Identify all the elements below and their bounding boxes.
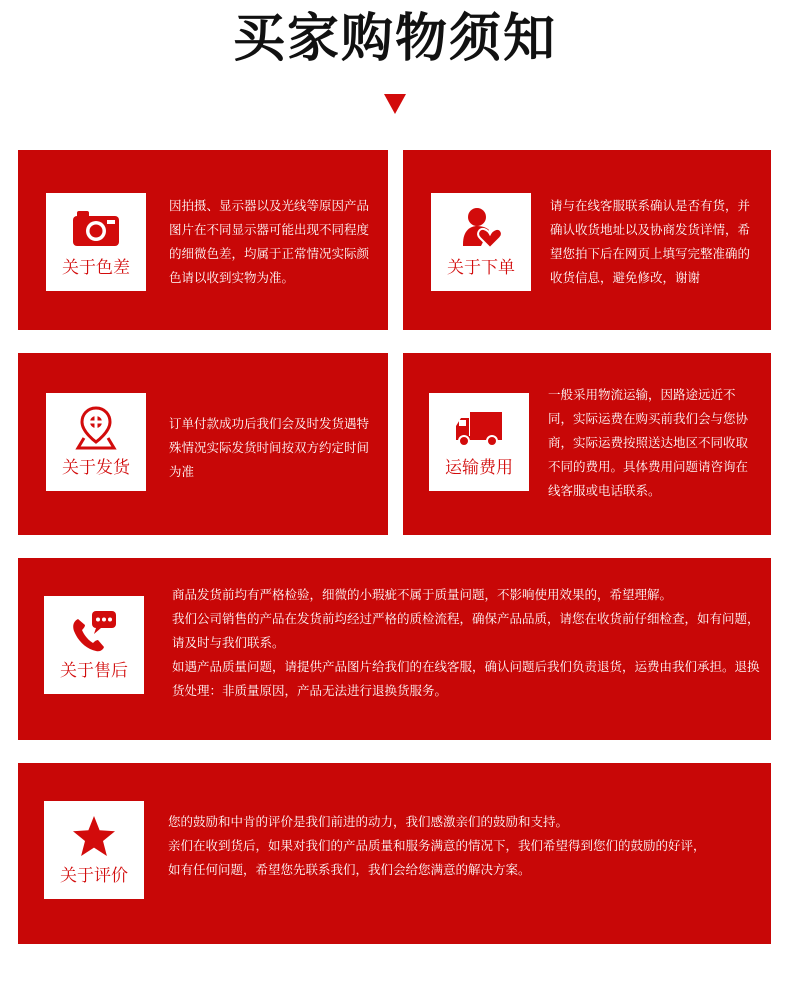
card-label: 关于评价 — [60, 866, 128, 886]
card-label: 关于下单 — [447, 258, 515, 278]
card-shipping — [46, 393, 146, 491]
freight-text: 一般采用物流运输，因路途远近不同，实际运费在购买前我们会与您协商，实际运费按照送达地区不同收取不同的费用。具体费用问题请咨询在线客服或电话联系。 — [548, 387, 749, 498]
page-title: 买家购物须知 — [232, 8, 557, 69]
card-label: 关于售后 — [60, 661, 128, 681]
down-arrow-icon — [384, 94, 406, 114]
panel-order — [403, 150, 771, 330]
review-line: 如有任何问题，希望您先联系我们，我们会给您满意的解决方案。 — [168, 862, 531, 877]
panel-freight — [403, 353, 771, 535]
panel-review — [18, 763, 771, 944]
card-label: 关于色差 — [62, 258, 130, 278]
aftersale-line: 商品发货前均有严格检验，细微的小瑕疵不属于质量问题，不影响使用效果的，希望理解。 — [172, 587, 673, 602]
panel-shipping — [18, 353, 388, 535]
card-review — [44, 801, 144, 899]
card-label: 运输费用 — [445, 458, 513, 478]
user-heart-icon — [455, 205, 507, 251]
card-order — [431, 193, 531, 291]
review-line: 您的鼓励和中肯的评价是我们前进的动力，我们感激亲们的鼓励和支持。 — [168, 814, 569, 829]
star-icon — [68, 813, 120, 859]
card-label: 关于发货 — [62, 458, 130, 478]
card-freight — [429, 393, 529, 491]
phone-chat-icon — [68, 608, 120, 654]
truck-icon — [453, 405, 505, 451]
order-text: 请与在线客服联系确认是否有货，并确认收货地址以及协商发货详情，希望您拍下后在网页上填写完整准确的收货信息，避免修改，谢谢 — [550, 198, 751, 285]
review-text — [168, 810, 758, 882]
card-aftersale — [44, 596, 144, 694]
card-color-difference — [46, 193, 146, 291]
camera-icon — [70, 205, 122, 251]
panel-aftersale — [18, 558, 771, 740]
location-pin-icon — [70, 405, 122, 451]
aftersale-line: 我们公司销售的产品在发货前均经过严格的质检流程，确保产品品质，请您在收货前仔细检查，如有问题，请及时与我们联系。 — [172, 611, 760, 650]
shipping-text: 订单付款成功后我们会及时发货遇特殊情况实际发货时间按双方约定时间为准 — [169, 416, 370, 479]
color-difference-text: 因拍摄、显示器以及光线等原因产品图片在不同显示器可能出现不同程度的细微色差，均属于正常情况实际颜色请以收到实物为准。 — [169, 198, 370, 285]
aftersale-text — [172, 583, 762, 703]
aftersale-line: 如遇产品质量问题，请提供产品图片给我们的在线客服，确认问题后我们负责退货，运费由我们承担。退换货处理：非质量原因，产品无法进行退换货服务。 — [172, 659, 760, 698]
review-line: 亲们在收到货后，如果对我们的产品质量和服务满意的情况下，我们希望得到您们的鼓励的好评， — [168, 838, 706, 853]
panel-color-difference — [18, 150, 388, 330]
